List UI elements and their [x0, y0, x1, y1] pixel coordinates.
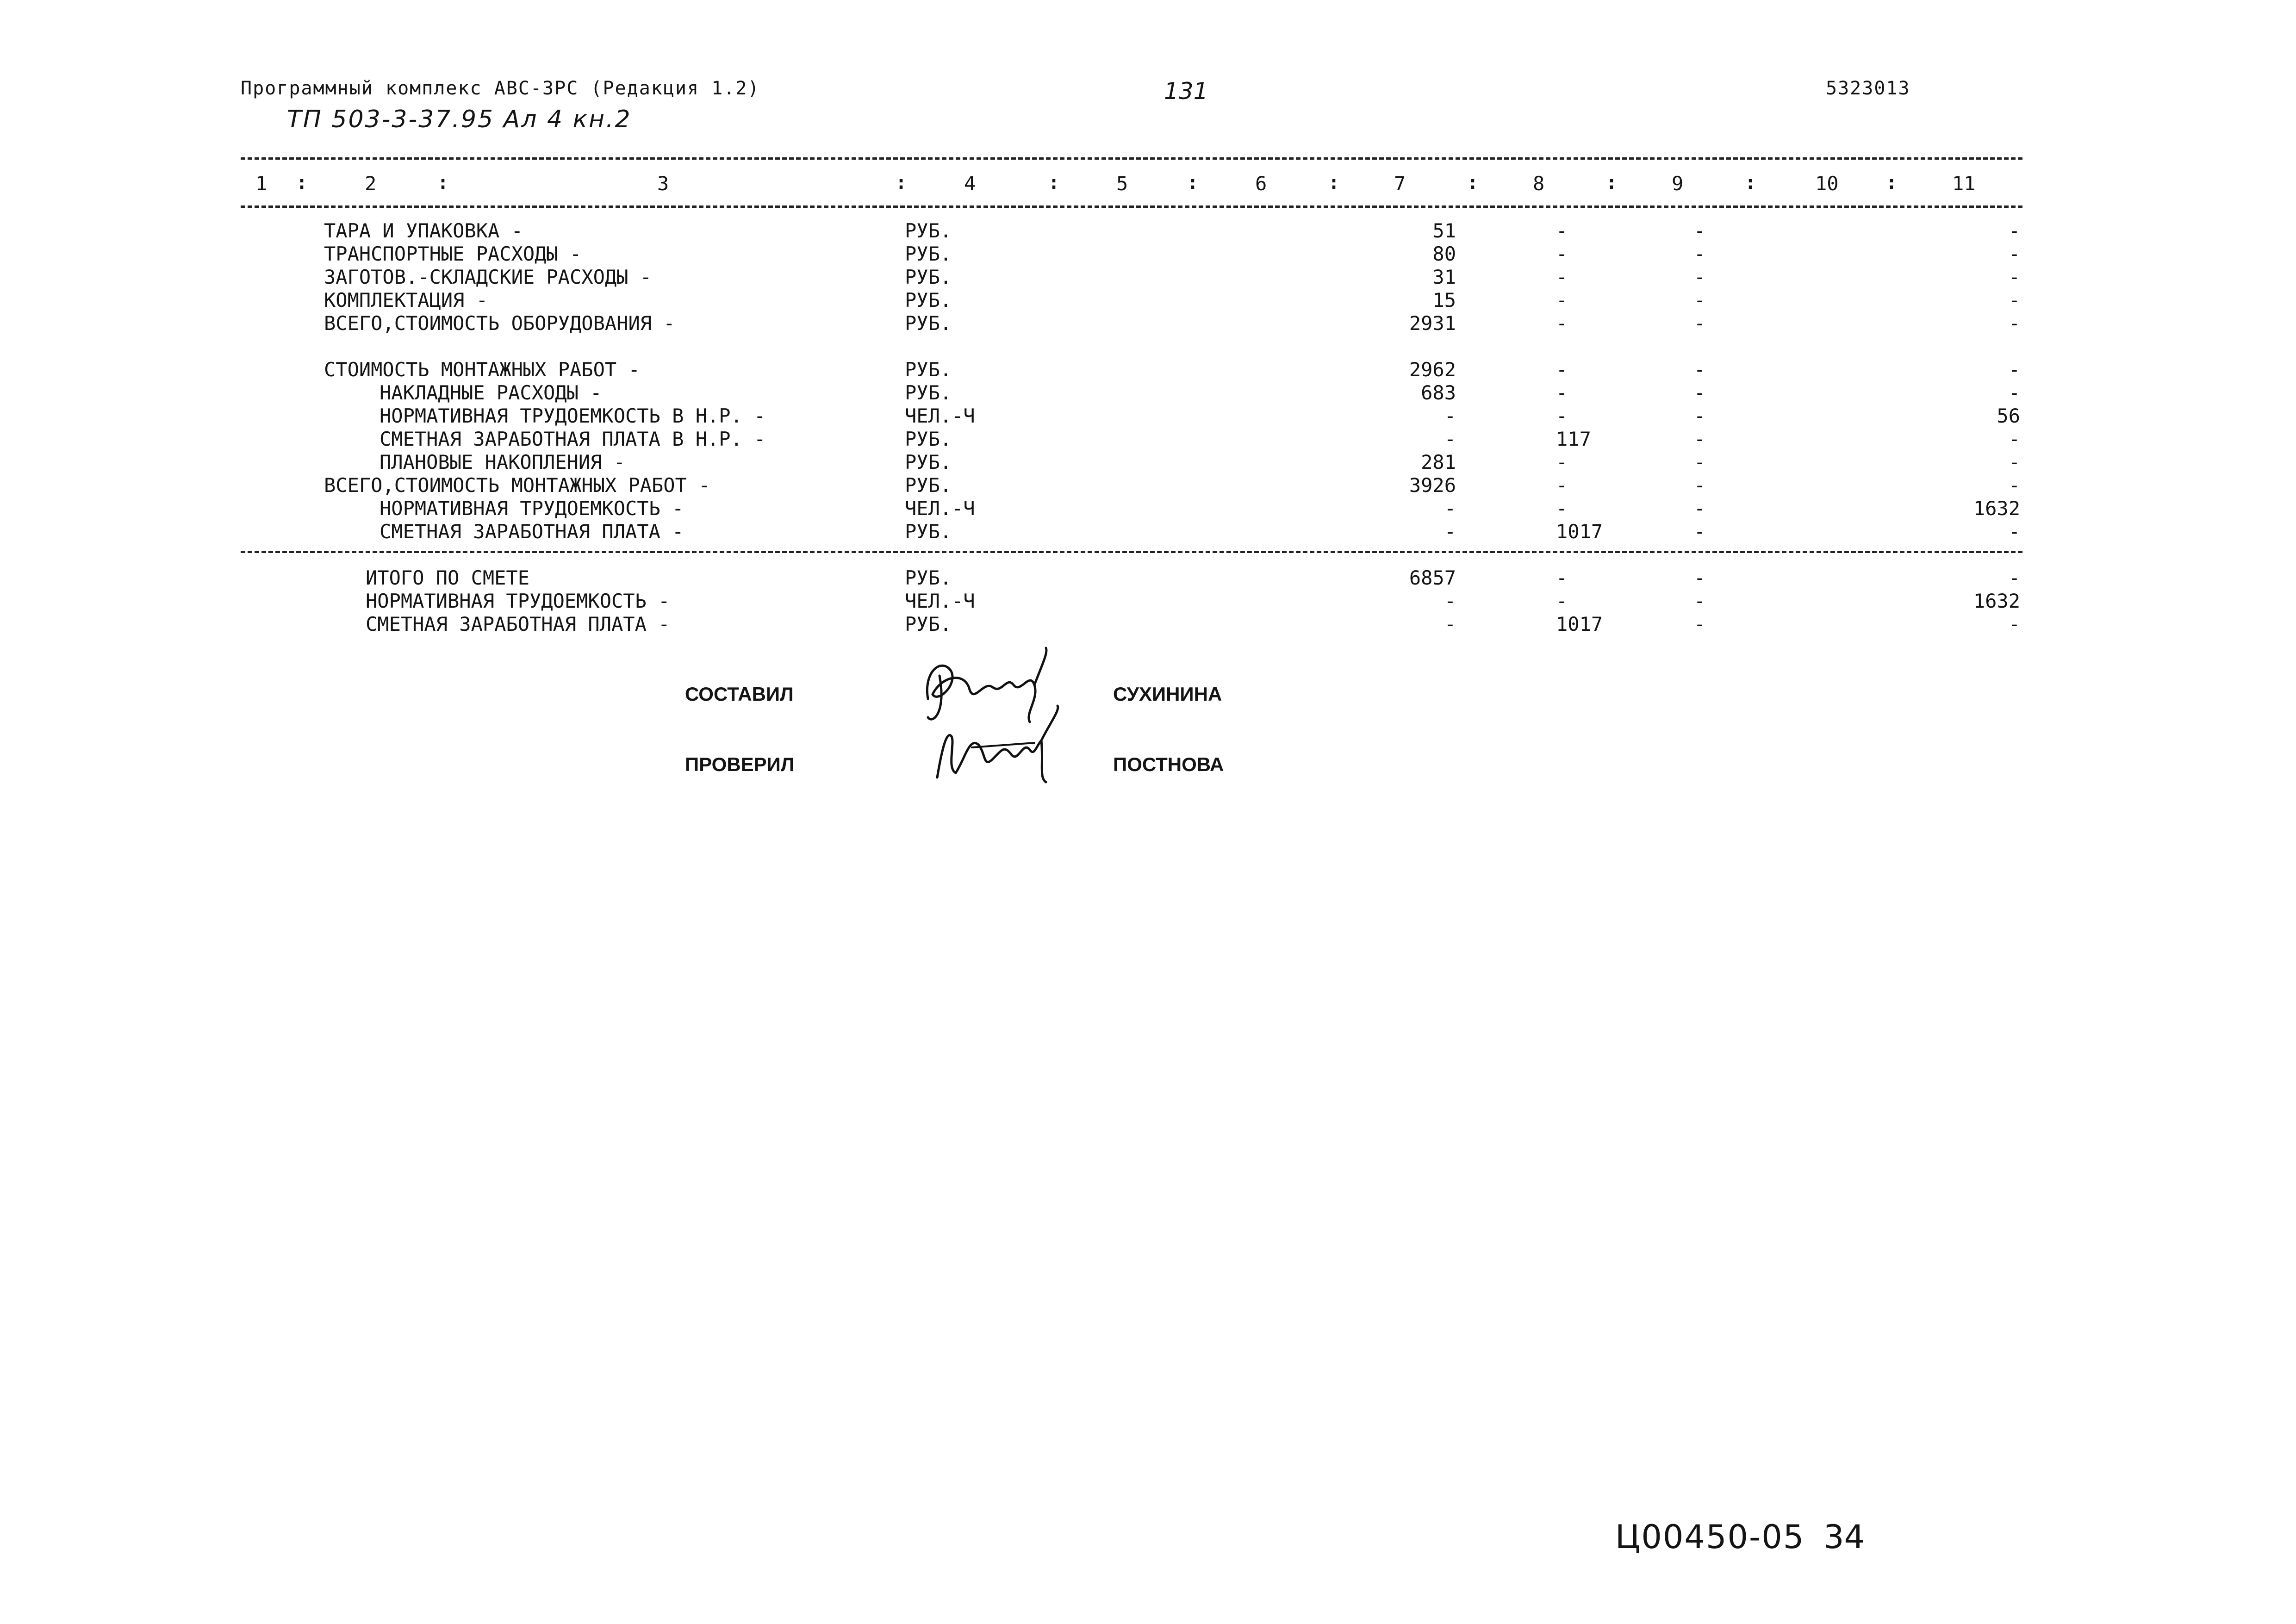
- col7-value: 2931: [1409, 312, 1456, 335]
- col9-value: -: [1694, 266, 1706, 288]
- table-row: [0, 312, 2296, 335]
- item-name: ВСЕГО,СТОИМОСТЬ МОНТАЖНЫХ РАБОТ -: [324, 474, 710, 497]
- col7-value: 6857: [1409, 566, 1456, 589]
- column-number: 1: [255, 172, 268, 195]
- col11-value: -: [2008, 219, 2020, 242]
- col8-value: -: [1556, 266, 1568, 288]
- col9-value: -: [1694, 590, 1706, 612]
- col9-value: -: [1694, 381, 1706, 404]
- col11-value: -: [2008, 613, 2020, 635]
- table-row: [0, 451, 2296, 474]
- totals-rule: [241, 551, 2022, 553]
- column-separator: :: [1467, 172, 1479, 193]
- col8-value: -: [1556, 590, 1568, 612]
- table-row: [0, 613, 2296, 636]
- item-name: НАКЛАДНЫЕ РАСХОДЫ -: [380, 381, 602, 404]
- unit: ЧЕЛ.-Ч: [905, 590, 975, 612]
- unit: РУБ.: [905, 474, 952, 497]
- col11-value: -: [2008, 243, 2020, 265]
- col8-value: -: [1556, 451, 1568, 473]
- column-number: 2: [365, 172, 377, 195]
- unit: РУБ.: [905, 266, 952, 288]
- col7-value: -: [1444, 497, 1456, 520]
- col8-value: -: [1556, 219, 1568, 242]
- col11-value: -: [2008, 381, 2020, 404]
- col9-value: -: [1694, 243, 1706, 265]
- col8-value: -: [1556, 404, 1568, 427]
- item-name: КОМПЛЕКТАЦИЯ -: [324, 289, 488, 311]
- col11-value: 1632: [1973, 590, 2020, 612]
- column-number: 6: [1255, 172, 1267, 195]
- document-code: 5323013: [1826, 78, 1910, 99]
- col9-value: -: [1694, 474, 1706, 497]
- checked-label: ПРОВЕРИЛ: [685, 753, 795, 775]
- column-separator: :: [1886, 172, 1898, 193]
- col11-value: -: [2008, 358, 2020, 381]
- col9-value: -: [1694, 566, 1706, 589]
- col11-value: -: [2008, 451, 2020, 473]
- column-number: 8: [1533, 172, 1545, 195]
- unit: РУБ.: [905, 381, 952, 404]
- page-number: 131: [1164, 78, 1208, 105]
- item-name: ВСЕГО,СТОИМОСТЬ ОБОРУДОВАНИЯ -: [324, 312, 675, 335]
- sheet-number: 34: [1823, 1518, 1865, 1556]
- col7-value: 15: [1432, 289, 1456, 311]
- col8-value: 117: [1556, 428, 1591, 450]
- col11-value: 56: [1997, 404, 2020, 427]
- table-row: [0, 381, 2296, 404]
- unit: РУБ.: [905, 243, 952, 265]
- col7-value: 281: [1421, 451, 1456, 473]
- unit: РУБ.: [905, 613, 952, 635]
- column-number: 5: [1116, 172, 1128, 195]
- item-name: СМЕТНАЯ ЗАРАБОТНАЯ ПЛАТА -: [366, 613, 670, 635]
- col8-value: 1017: [1556, 613, 1603, 635]
- item-name: НОРМАТИВНАЯ ТРУДОЕМКОСТЬ -: [366, 590, 670, 612]
- column-number: 9: [1672, 172, 1684, 195]
- column-separator: :: [1745, 172, 1756, 193]
- col7-value: 2962: [1409, 358, 1456, 381]
- col8-value: -: [1556, 474, 1568, 497]
- item-name: ТАРА И УПАКОВКА -: [324, 219, 523, 242]
- unit: РУБ.: [905, 312, 952, 335]
- table-row: [0, 404, 2296, 428]
- unit: РУБ.: [905, 520, 952, 543]
- col8-value: -: [1556, 566, 1568, 589]
- col7-value: -: [1444, 404, 1456, 427]
- item-name: НОРМАТИВНАЯ ТРУДОЕМКОСТЬ -: [380, 497, 684, 520]
- table-row: [0, 520, 2296, 543]
- col7-value: 683: [1421, 381, 1456, 404]
- col9-value: -: [1694, 497, 1706, 520]
- col11-value: -: [2008, 474, 2020, 497]
- col9-value: -: [1694, 289, 1706, 311]
- column-separator: :: [437, 172, 449, 193]
- table-row: [0, 474, 2296, 497]
- archive-code: Ц00450-05: [1615, 1518, 1805, 1556]
- column-separator: :: [896, 172, 907, 193]
- item-name: СМЕТНАЯ ЗАРАБОТНАЯ ПЛАТА -: [380, 520, 684, 543]
- column-number: 11: [1952, 172, 1976, 195]
- table-row: [0, 590, 2296, 613]
- col11-value: -: [2008, 428, 2020, 450]
- table-row: [0, 219, 2296, 243]
- unit: РУБ.: [905, 451, 952, 473]
- column-number: 3: [657, 172, 669, 195]
- table-row: [0, 358, 2296, 381]
- col7-value: 51: [1432, 219, 1456, 242]
- col8-value: -: [1556, 358, 1568, 381]
- col7-value: 80: [1432, 243, 1456, 265]
- composed-name: СУХИНИНА: [1113, 683, 1222, 705]
- column-separator: :: [1606, 172, 1618, 193]
- col7-value: -: [1444, 520, 1456, 543]
- item-name: НОРМАТИВНАЯ ТРУДОЕМКОСТЬ В Н.Р. -: [380, 404, 766, 427]
- checked-name: ПОСТНОВА: [1113, 753, 1224, 775]
- col8-value: -: [1556, 381, 1568, 404]
- handwritten-reference: ТП 503-3-37.95 Ал 4 кн.2: [287, 106, 632, 133]
- col11-value: 1632: [1973, 497, 2020, 520]
- col7-value: 31: [1432, 266, 1456, 288]
- col11-value: -: [2008, 312, 2020, 335]
- column-separator: :: [1328, 172, 1340, 193]
- table-row: [0, 497, 2296, 520]
- table-row: [0, 289, 2296, 312]
- col11-value: -: [2008, 289, 2020, 311]
- col9-value: -: [1694, 219, 1706, 242]
- unit: РУБ.: [905, 566, 952, 589]
- col9-value: -: [1694, 312, 1706, 335]
- composed-label: СОСТАВИЛ: [685, 683, 794, 705]
- unit: РУБ.: [905, 428, 952, 450]
- table-row: [0, 243, 2296, 266]
- signature-checked: [928, 703, 1067, 787]
- table-row: [0, 266, 2296, 289]
- unit: РУБ.: [905, 358, 952, 381]
- table-row: [0, 566, 2296, 590]
- col9-value: -: [1694, 451, 1706, 473]
- col11-value: -: [2008, 520, 2020, 543]
- col8-value: -: [1556, 312, 1568, 335]
- header-bottom-rule: [241, 205, 2022, 208]
- unit: РУБ.: [905, 219, 952, 242]
- column-separator: :: [1048, 172, 1060, 193]
- item-name: СМЕТНАЯ ЗАРАБОТНАЯ ПЛАТА В Н.Р. -: [380, 428, 766, 450]
- col9-value: -: [1694, 404, 1706, 427]
- col8-value: 1017: [1556, 520, 1603, 543]
- col8-value: -: [1556, 243, 1568, 265]
- col7-value: 3926: [1409, 474, 1456, 497]
- unit: ЧЕЛ.-Ч: [905, 497, 975, 520]
- column-separator: :: [1187, 172, 1199, 193]
- col11-value: -: [2008, 266, 2020, 288]
- col9-value: -: [1694, 428, 1706, 450]
- col9-value: -: [1694, 613, 1706, 635]
- column-number: 7: [1394, 172, 1406, 195]
- column-number: 4: [964, 172, 976, 195]
- item-name: СТОИМОСТЬ МОНТАЖНЫХ РАБОТ -: [324, 358, 640, 381]
- item-name: ПЛАНОВЫЕ НАКОПЛЕНИЯ -: [380, 451, 626, 473]
- table-row: [0, 428, 2296, 451]
- col8-value: -: [1556, 289, 1568, 311]
- item-name: ЗАГОТОВ.-СКЛАДСКИЕ РАСХОДЫ -: [324, 266, 652, 288]
- unit: РУБ.: [905, 289, 952, 311]
- table-top-rule: [241, 157, 2022, 160]
- col7-value: -: [1444, 590, 1456, 612]
- program-title: Программный комплекс АВС-3РС (Редакция 1.2): [241, 78, 760, 99]
- item-name: ТРАНСПОРТНЫЕ РАСХОДЫ -: [324, 243, 582, 265]
- col9-value: -: [1694, 520, 1706, 543]
- col9-value: -: [1694, 358, 1706, 381]
- item-name: ИТОГО ПО СМЕТЕ: [366, 566, 530, 589]
- col7-value: -: [1444, 428, 1456, 450]
- col7-value: -: [1444, 613, 1456, 635]
- column-number: 10: [1815, 172, 1839, 195]
- col8-value: -: [1556, 497, 1568, 520]
- unit: ЧЕЛ.-Ч: [905, 404, 975, 427]
- col11-value: -: [2008, 566, 2020, 589]
- column-separator: :: [296, 172, 308, 193]
